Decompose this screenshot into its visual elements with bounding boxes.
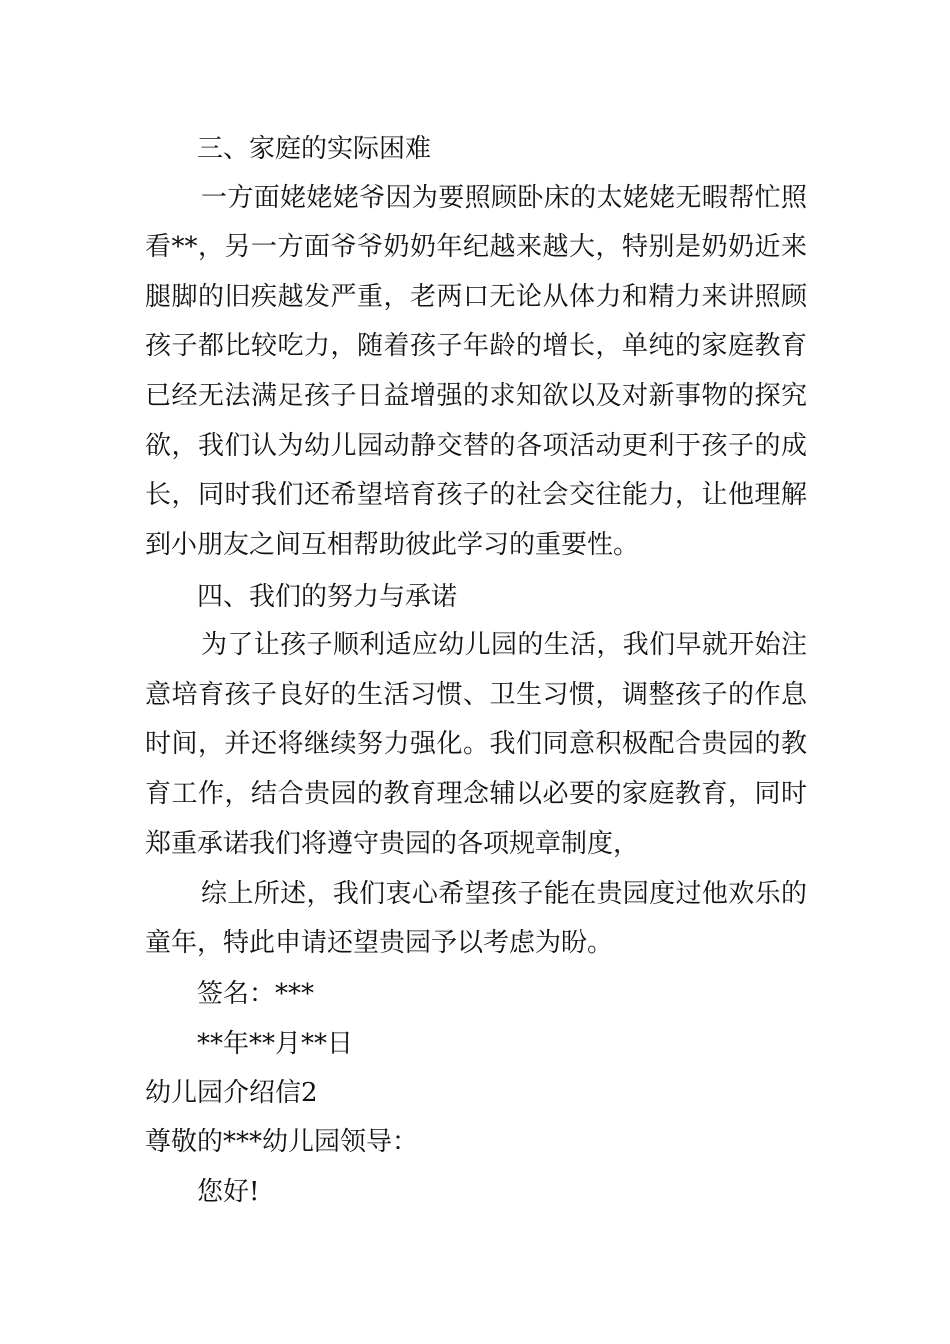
section-3-line-2: 看**，另一方面爷爷奶奶年纪越来越大，特别是奶奶近来 — [145, 232, 807, 262]
letter-2-title: 幼儿园介绍信2 — [145, 1078, 318, 1108]
section-3-line-3: 腿脚的旧疾越发严重，老两口无论从体力和精力来讲照顾 — [145, 282, 807, 312]
section-3-line-1: 一方面姥姥姥爷因为要照顾卧床的太姥姥无暇帮忙照 — [201, 183, 807, 213]
section-3-line-4: 孩子都比较吃力，随着孩子年龄的增长，单纯的家庭教育 — [145, 331, 807, 361]
section-3-heading: 三、家庭的实际困难 — [197, 134, 432, 164]
letter-2-greeting: 您好! — [197, 1177, 260, 1207]
section-4-line-5: 郑重承诺我们将遵守贵园的各项规章制度， — [145, 829, 640, 859]
section-4-line-3: 时间，并还将继续努力强化。我们同意积极配合贵园的教 — [145, 729, 807, 759]
section-4-line-2: 意培育孩子良好的生活习惯、卫生习惯，调整孩子的作息 — [145, 680, 807, 710]
conclusion-line-2: 童年，特此申请还望贵园予以考虑为盼。 — [145, 928, 614, 958]
signature: 签名：*** — [197, 979, 315, 1009]
section-4-line-1: 为了让孩子顺利适应幼儿园的生活，我们早就开始注 — [201, 630, 807, 660]
date: **年**月**日 — [197, 1029, 354, 1059]
section-4-line-4: 育工作，结合贵园的教育理念辅以必要的家庭教育，同时 — [145, 779, 807, 809]
letter-2-salutation: 尊敬的***幼儿园领导： — [145, 1127, 419, 1157]
section-3-line-7: 长，同时我们还希望培育孩子的社会交往能力，让他理解 — [145, 480, 807, 510]
section-4-heading: 四、我们的努力与承诺 — [197, 582, 458, 612]
section-3-line-5: 已经无法满足孩子日益增强的求知欲以及对新事物的探究 — [145, 381, 807, 411]
section-3-line-6: 欲，我们认为幼儿园动静交替的各项活动更利于孩子的成 — [145, 431, 807, 461]
conclusion-line-1: 综上所述，我们衷心希望孩子能在贵园度过他欢乐的 — [201, 879, 807, 909]
section-3-line-8: 到小朋友之间互相帮助彼此学习的重要性。 — [145, 530, 640, 560]
